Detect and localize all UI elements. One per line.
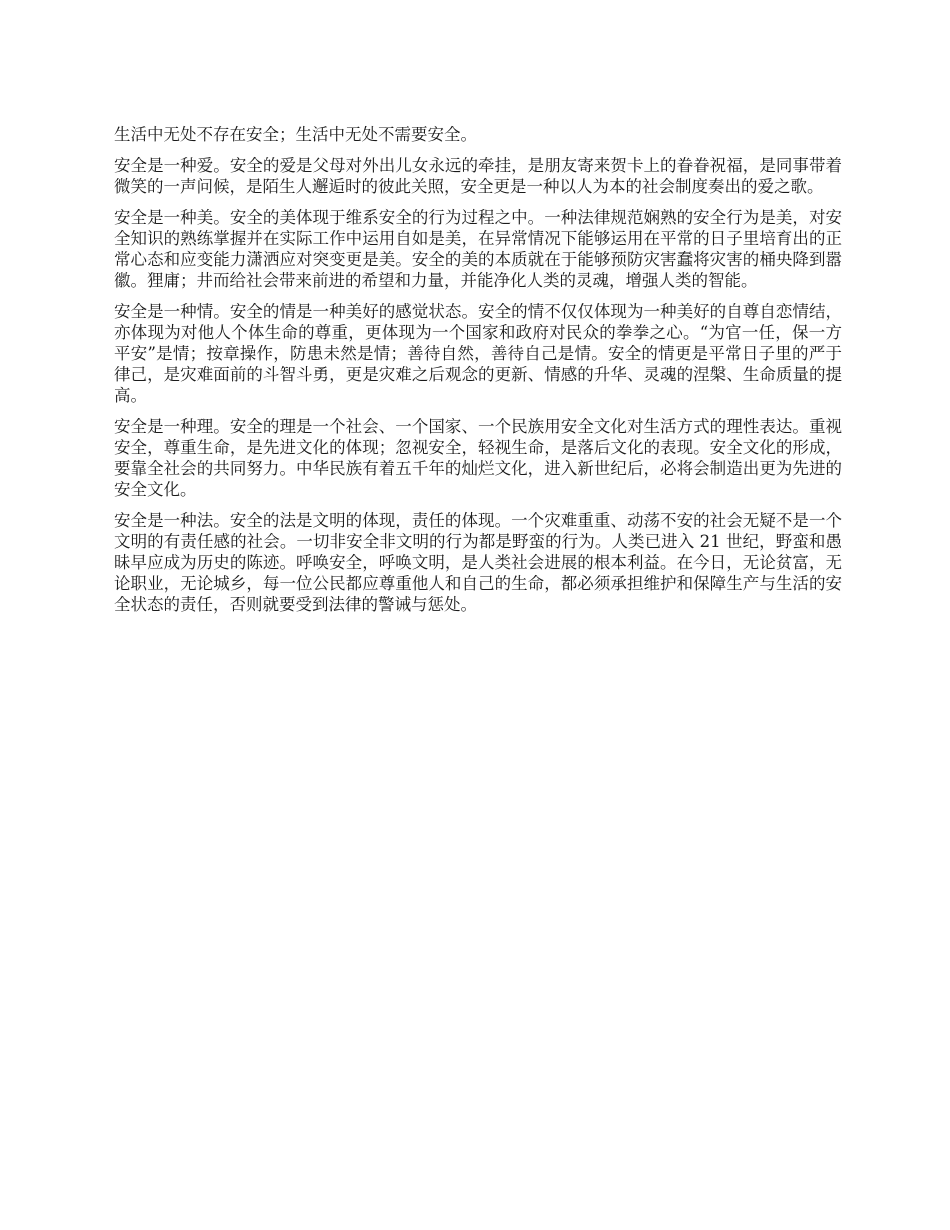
paragraph-beauty: 安全是一种美。安全的美体现于维系安全的行为过程之中。一种法律规范娴熟的安全行为是美，对安全知识的熟练掌握并在实际工作中运用自如是美，在异常情况下能够运用在平常的日子里培育出的正常心态和应变能力潇洒应对突变更是美。安全的美的本质就在于能够预防灾害蠢将灾害的桶央降到嚣徽。狸庸；井而给社会带来前进的希望和力量，并能净化人类的灵魂，增强人类的智能。 [114,208,842,290]
paragraph-law: 安全是一种法。安全的法是文明的体现，责任的体现。一个灾难重重、动荡不安的社会无疑不是一个文明的有责任感的社会。一切非安全非文明的行为都是野蛮的行为。人类已进入 21 世纪，野蛮和愚昧早应成为历史的陈迹。呼唤安全，呼唤文明，是人类社会进展的根本利益。在今日，无论贫富，无论职业，无论城乡，每一位公民都应尊重他人和自己的生命，都必须承担维护和保障生产与生活的安全状态的责任，否则就要受到法律的警诫与惩处。 [114,511,842,614]
paragraph-emotion: 安全是一种情。安全的情是一种美好的感觉状态。安全的情不仅仅体现为一种美好的自尊自恋情结，亦体现为对他人个体生命的尊重，更体现为一个国家和政府对民众的拳拳之心。“为官一任，保一方平安”是情；按章操作，防患未然是情；善待自然，善待自己是情。安全的情更是平常日子里的严于律己，是灾难面前的斗智斗勇，更是灾难之后观念的更新、情感的升华、灵魂的涅槃、生命质量的提高。 [114,302,842,405]
document-body [114,124,842,625]
paragraph-reason: 安全是一种理。安全的理是一个社会、一个国家、一个民族用安全文化对生活方式的理性表达。重视安全，尊重生命，是先进文化的体现；忽视安全，轻视生命，是落后文化的表现。安全文化的形成，要靠全社会的共同努力。中华民族有着五千年的灿烂文化，进入新世纪后，必将会制造出更为先进的安全文化。 [114,417,842,499]
paragraph-intro: 生活中无处不存在安全；生活中无处不需要安全。 [114,125,477,144]
paragraph-love: 安全是一种爱。安全的爱是父母对外出儿女永远的牵挂，是朋友寄来贺卡上的眷眷祝福，是同事带着微笑的一声问候，是陌生人邂逅时的彼此关照，安全更是一种以人为本的社会制度奏出的爱之歌。 [114,156,842,196]
